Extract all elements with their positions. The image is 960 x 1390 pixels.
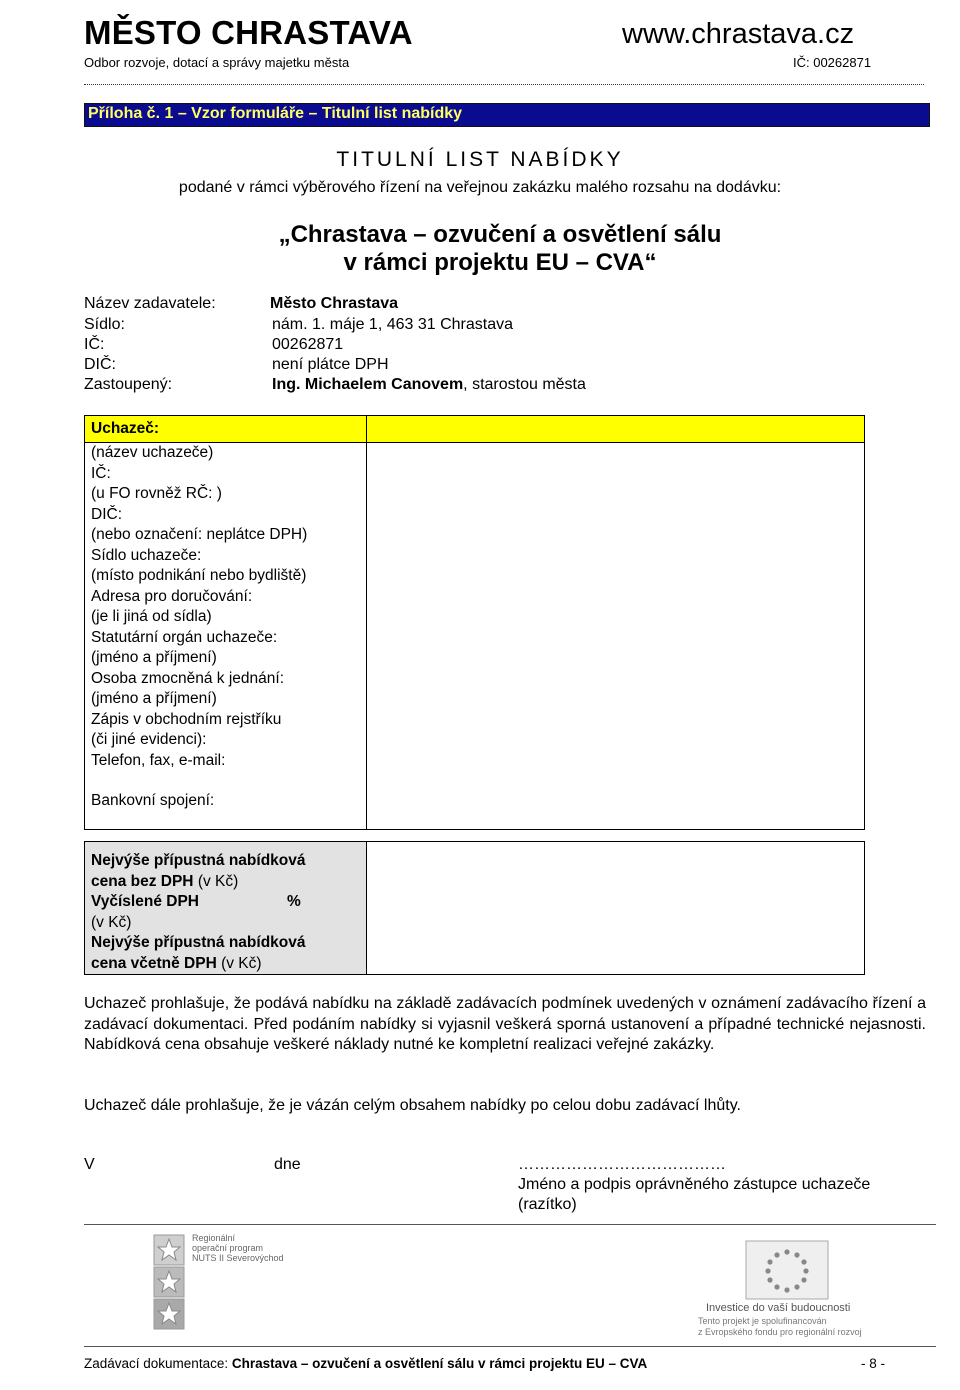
contracting-ic-value: 00262871	[272, 336, 344, 353]
contracting-seat-label: Sídlo:	[84, 316, 125, 333]
price-table	[84, 841, 865, 975]
eu-logo	[694, 1227, 884, 1347]
applicant-row-label: (či jiné evidenci):	[91, 731, 207, 748]
header-ic: IČ: 00262871	[793, 55, 872, 70]
declaration-paragraph: Uchazeč prohlašuje, že podává nabídku na základě zadávacích podmínek uvedených v oznámení zadávacího řízení a zadávací dokumentaci. Před podáním nabídky si vyjasnil veškerá sporná ustanovení a případné technické nejasnosti. Nabídková cena obsahuje veškeré náklady nutné ke kompletní realizaci veřejné zakázky.	[84, 995, 926, 1053]
stamp-caption: (razítko)	[518, 1196, 577, 1213]
contracting-rep-label: Zastoupený:	[84, 376, 173, 393]
price-line: Nejvýše přípustná nabídková	[91, 852, 306, 869]
price-line-rest: (v Kč)	[216, 954, 262, 972]
form-subtitle: podané v rámci výběrového řízení na veřejnou zakázku malého rozsahu na dodávku:	[178, 179, 782, 196]
applicant-row-label: Telefon, fax, e-mail:	[91, 751, 226, 769]
eu-logo-line2: Tento projekt je spolufinancován	[698, 1316, 827, 1326]
contracting-ic-label: IČ:	[84, 336, 105, 353]
rop-logo-line1: Regionální	[192, 1233, 236, 1243]
page-number: - 8 -	[861, 1356, 886, 1371]
department-name: Odbor rozvoje, dotací a správy majetku města	[84, 55, 350, 70]
vat-percent: %	[287, 893, 301, 910]
footer-divider	[84, 1346, 936, 1347]
rep-name: Ing. Michaelem Canovem	[272, 376, 464, 393]
eu-logo-line1: Investice do vaší budoucnosti	[706, 1302, 851, 1314]
applicant-row-label: (jméno a příjmení)	[91, 690, 217, 707]
applicant-table	[84, 415, 865, 830]
contracting-seat-value: nám. 1. máje 1, 463 31 Chrastava	[272, 316, 514, 333]
footer-text	[84, 1356, 647, 1371]
applicant-row-label: (místo podnikání nebo bydliště)	[91, 567, 307, 584]
declaration-term-paragraph: Uchazeč dále prohlašuje, že je vázán celým obsahem nabídky po celou dobu zadávací lhůty.	[84, 1097, 741, 1114]
contracting-name-label: Název zadavatele:	[84, 295, 216, 312]
applicant-row-label: (nebo označení: neplátce DPH)	[91, 526, 308, 543]
contracting-dic-label: DIČ:	[84, 356, 116, 373]
applicant-title: Uchazeč:	[91, 420, 160, 437]
signature-dots: …………………………………	[518, 1156, 726, 1173]
price-line	[91, 954, 366, 975]
applicant-row-label: DIČ:	[91, 505, 122, 523]
signature-caption: Jméno a podpis oprávněného zástupce uchazeče	[518, 1176, 871, 1193]
website-link[interactable]: www.chrastava.cz	[622, 18, 855, 50]
price-line: Nejvýše přípustná nabídková	[91, 934, 306, 951]
footer-divider-top	[84, 1224, 936, 1225]
applicant-row-label: Statutární orgán uchazeče:	[91, 628, 278, 646]
footer-project: Chrastava – ozvučení a osvětlení sálu v rámci projektu EU – CVA	[231, 1356, 648, 1371]
price-line-bold: cena včetně DPH	[91, 954, 217, 972]
price-line	[91, 872, 366, 893]
contracting-dic-value: není plátce DPH	[272, 356, 389, 373]
project-name-line1: „Chrastava – ozvučení a osvětlení sálu	[278, 221, 722, 248]
attachment-bar	[84, 103, 930, 127]
applicant-row-label: Adresa pro doručování:	[91, 587, 253, 605]
applicant-row-label: Zápis v obchodním rejstříku	[91, 710, 282, 728]
applicant-row-label: (jméno a příjmení)	[91, 649, 217, 666]
header-divider	[84, 84, 924, 85]
applicant-row-label: (je li jiná od sídla)	[91, 608, 212, 625]
date-label: dne	[274, 1156, 301, 1173]
rop-logo-graphic	[148, 1227, 298, 1347]
attachment-bar-label: Příloha č. 1 – Vzor formuláře – Titulní list nabídky	[88, 105, 463, 122]
applicant-row-label: IČ:	[91, 464, 111, 482]
price-line	[91, 892, 366, 913]
price-labels	[85, 842, 366, 974]
contracting-rep-value	[272, 376, 586, 394]
applicant-row-label: (název uchazeče)	[91, 444, 214, 461]
applicant-title-cell	[85, 416, 367, 443]
city-title: MĚSTO CHRASTAVA	[84, 14, 413, 51]
project-name-line2: v rámci projektu EU – CVA“	[343, 249, 657, 276]
applicant-row-label: (u FO rovněž RČ: )	[91, 485, 222, 502]
price-labels-cell	[85, 842, 367, 975]
rop-logo	[148, 1227, 298, 1347]
vat-label: Vyčíslené DPH	[91, 893, 199, 910]
eu-logo-line3: z Evropského fondu pro regionální rozvoj	[698, 1327, 862, 1337]
applicant-labels-cell	[85, 443, 367, 830]
applicant-title-value-cell[interactable]	[367, 416, 865, 443]
applicant-row-label: Osoba zmocněná k jednání:	[91, 669, 285, 687]
form-title: TITULNÍ LIST NABÍDKY	[336, 148, 624, 171]
applicant-bank-label: Bankovní spojení:	[91, 792, 215, 809]
place-label: V	[84, 1156, 95, 1173]
contracting-name-value: Město Chrastava	[270, 295, 399, 312]
footer-prefix: Zadávací dokumentace:	[84, 1356, 232, 1371]
price-line-bold: cena bez DPH	[91, 872, 194, 890]
price-values-cell[interactable]	[367, 842, 865, 975]
applicant-labels	[85, 443, 366, 812]
applicant-row-label: Sídlo uchazeče:	[91, 546, 202, 564]
applicant-values-cell[interactable]	[367, 443, 865, 830]
rep-role: , starostou města	[463, 376, 586, 393]
eu-logo-graphic	[694, 1227, 884, 1347]
applicant-spacer	[91, 771, 366, 791]
rop-logo-line2: operační program	[192, 1243, 264, 1253]
price-line-rest: (v Kč)	[193, 872, 239, 890]
price-line: (v Kč)	[91, 913, 132, 931]
rop-logo-line3: NUTS II Severovýchod	[192, 1253, 284, 1263]
